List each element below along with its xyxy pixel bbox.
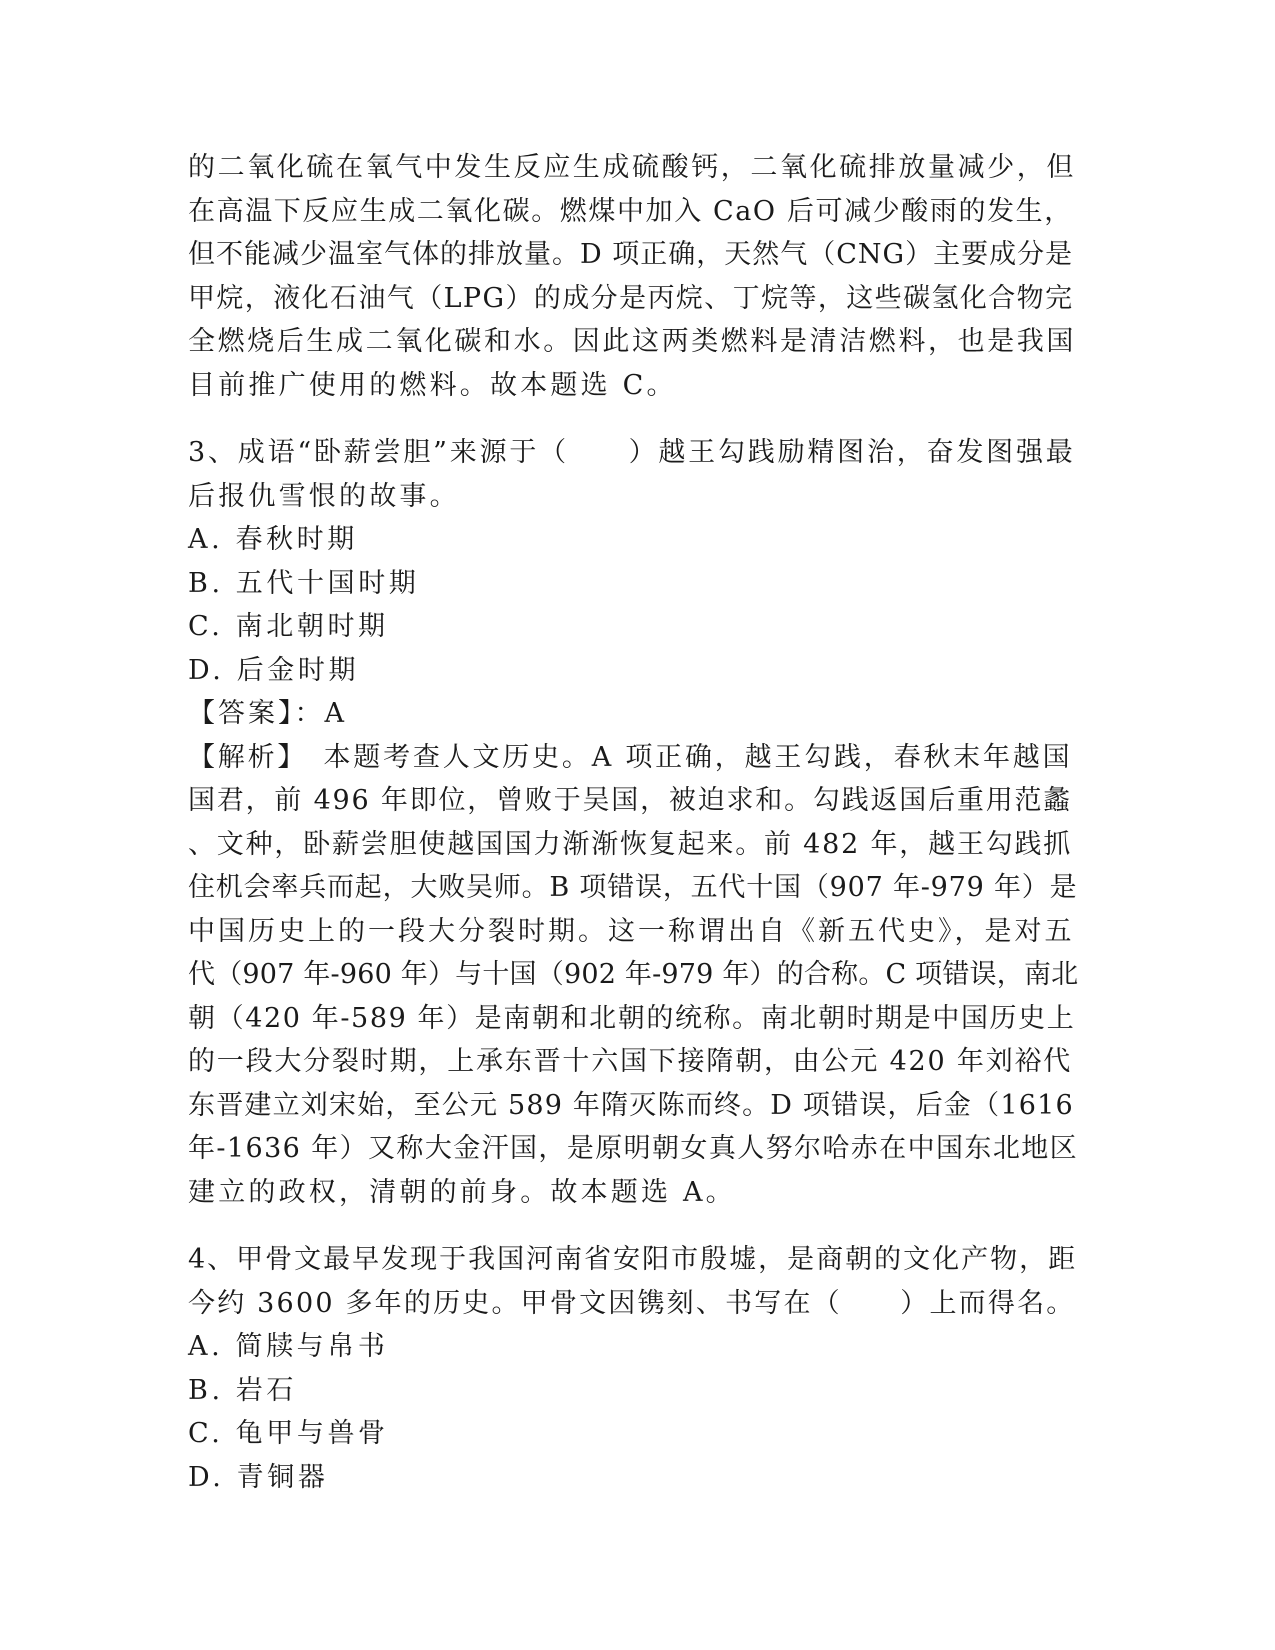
- explanation-line: 东晋建立刘宋始，至公元 589 年隋灭陈而终。D 项错误，后金（1616: [188, 1089, 1074, 1121]
- explanation-line: 年-1636 年）又称大金汗国，是原明朝女真人努尔哈赤在中国东北地区: [188, 1133, 1079, 1164]
- explanation: [188, 736, 1078, 1215]
- question-stem-line: 后报仇雪恨的故事。: [188, 480, 460, 512]
- explanation-line: 的一段大分裂时期，上承东晋十六国下接隋朝，由公元 420 年刘裕代: [188, 1046, 1073, 1077]
- question-stem-line: 4、甲骨文最早发现于我国河南省安阳市殷墟，是商朝的文化产物，距: [188, 1244, 1078, 1275]
- option-d: D. 后金时期: [188, 654, 360, 686]
- question-stem-line: 今约 3600 多年的历史。甲骨文因镌刻、书写在（ ）上而得名。: [188, 1287, 1076, 1319]
- paragraph-gap: [188, 407, 1078, 431]
- answer: 【答案】：A: [188, 698, 347, 729]
- explanation-line: 【解析】 本题考查人文历史。A 项正确，越王勾践，春秋末年越国: [188, 741, 1073, 773]
- explanation-line: 建立的政权，清朝的前身。故本题选 A。: [188, 1176, 736, 1208]
- document-page: [188, 146, 1078, 1499]
- text-line: 的二氧化硫在氧气中发生反应生成硫酸钙，二氧化硫排放量减少，但: [188, 152, 1076, 183]
- explanation-line: 朝（420 年-589 年）是南朝和北朝的统称。南北朝时期是中国历史上: [188, 1002, 1076, 1034]
- option-b: B. 五代十国时期: [188, 567, 420, 599]
- paragraph-gap: [188, 1214, 1078, 1238]
- question-stem-line: 3、成语“卧薪尝胆”来源于（ ）越王勾践励精图治，奋发图强最: [188, 437, 1076, 468]
- option-c: C. 南北朝时期: [188, 611, 389, 642]
- question-3: [188, 431, 1078, 1214]
- question-4: [188, 1238, 1078, 1499]
- previous-explanation-continuation: [188, 146, 1078, 407]
- text-line: 目前推广使用的燃料。故本题选 C。: [188, 369, 677, 401]
- explanation-line: 、文种，卧薪尝胆使越国国力渐渐恢复起来。前 482 年，越王勾践抓: [188, 828, 1073, 860]
- explanation-line: 代（907 年-960 年）与十国（902 年-979 年）的合称。C 项错误，南北: [188, 959, 1079, 990]
- text-line: 甲烷，液化石油气（LPG）的成分是丙烷、丁烷等，这些碳氢化合物完: [188, 282, 1074, 314]
- option-d: D. 青铜器: [188, 1461, 329, 1493]
- option-b: B. 岩石: [188, 1374, 298, 1406]
- option-a: A. 春秋时期: [188, 524, 358, 555]
- option-c: C. 龟甲与兽骨: [188, 1418, 389, 1449]
- text-line: 全燃烧后生成二氧化碳和水。因此这两类燃料是清洁燃料，也是我国: [188, 326, 1076, 357]
- explanation-line: 中国历史上的一段大分裂时期。这一称谓出自《新五代史》，是对五: [188, 915, 1075, 947]
- explanation-line: 国君，前 496 年即位，曾败于吴国，被迫求和。勾践返国后重用范蠡: [188, 785, 1073, 816]
- explanation-line: 住机会率兵而起，大败吴师。B 项错误，五代十国（907 年-979 年）是: [188, 872, 1078, 903]
- option-a: A. 简牍与帛书: [188, 1331, 389, 1362]
- text-line: 但不能减少温室气体的排放量。D 项正确，天然气（CNG）主要成分是: [188, 239, 1074, 270]
- text-line: 在高温下反应生成二氧化碳。燃煤中加入 CaO 后可减少酸雨的发生，: [188, 195, 1073, 227]
